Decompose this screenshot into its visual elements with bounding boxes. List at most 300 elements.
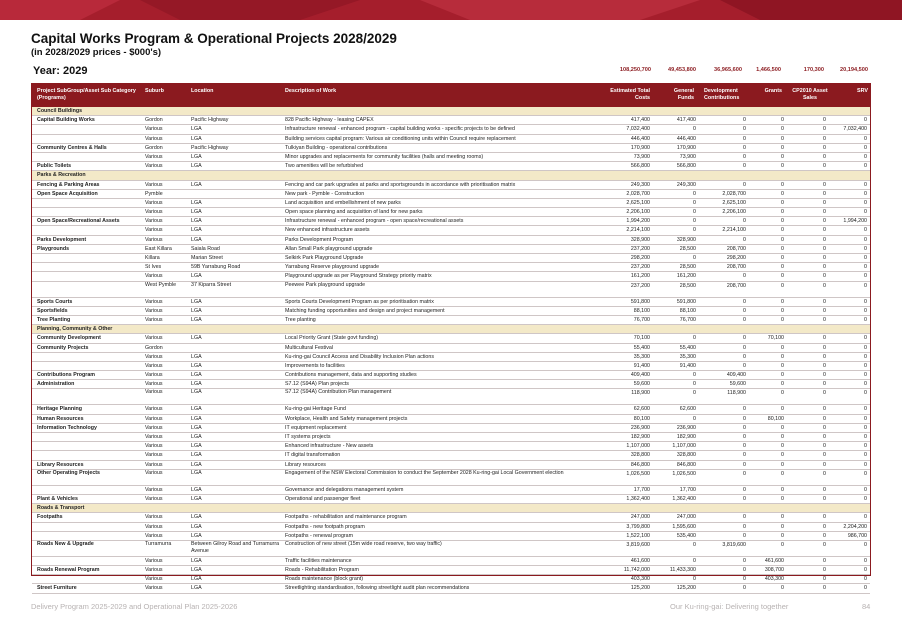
cell-subgroup: Contributions Program xyxy=(37,372,95,379)
cell-cp2010: 0 xyxy=(823,514,826,521)
cell-subgroup: Other Operating Projects xyxy=(37,469,100,476)
cell-cp2010: 0 xyxy=(823,227,826,234)
cell-grants: 0 xyxy=(781,443,784,450)
cell-estimated: 1,994,200 xyxy=(626,218,650,225)
cell-location: LGA xyxy=(191,443,202,450)
total-development-contributions: 36,965,600 xyxy=(714,67,742,73)
cell-development: 0 xyxy=(743,335,746,342)
cell-suburb: Various xyxy=(145,469,163,476)
cell-development: 0 xyxy=(743,153,746,160)
projects-table xyxy=(31,83,871,592)
cell-cp2010: 0 xyxy=(823,190,826,197)
cell-general-funds: 28,500 xyxy=(679,245,696,252)
cell-subgroup: Administration xyxy=(37,381,75,388)
cell-general-funds: 170,900 xyxy=(676,144,696,151)
cell-description: Ku-ring-gai Heritage Fund xyxy=(285,406,346,413)
cell-development: 0 xyxy=(743,298,746,305)
cell-general-funds: 17,700 xyxy=(679,486,696,493)
cell-cp2010: 0 xyxy=(823,362,826,369)
cell-general-funds: 28,500 xyxy=(679,282,696,289)
cell-grants: 0 xyxy=(781,495,784,502)
table-row xyxy=(32,181,870,190)
cell-cp2010: 0 xyxy=(823,452,826,459)
cell-grants: 0 xyxy=(781,523,784,530)
cell-development: 0 xyxy=(743,273,746,280)
cell-estimated: 70,100 xyxy=(633,335,650,342)
cell-grants: 0 xyxy=(781,199,784,206)
cell-cp2010: 0 xyxy=(823,557,826,564)
cell-srv: 0 xyxy=(864,434,867,440)
cell-location: LGA xyxy=(191,461,202,468)
cell-srv: 0 xyxy=(864,353,867,360)
table-row xyxy=(32,272,870,281)
cell-estimated: 59,600 xyxy=(633,381,650,388)
cell-development: 0 xyxy=(743,117,746,124)
cell-subgroup: Library Resources xyxy=(37,461,84,468)
table-row xyxy=(32,236,870,245)
cell-location: LGA xyxy=(191,209,202,216)
cell-general-funds: 161,200 xyxy=(676,273,696,280)
table-row xyxy=(32,245,870,254)
cell-suburb: Killara xyxy=(145,255,160,261)
cell-general-funds: 0 xyxy=(693,381,696,388)
cell-grants: 0 xyxy=(781,273,784,280)
cell-development: 298,200 xyxy=(726,255,746,261)
cell-subgroup: Human Resources xyxy=(37,415,84,422)
cell-cp2010: 0 xyxy=(823,245,826,252)
cell-grants: 0 xyxy=(781,298,784,305)
cell-development: 0 xyxy=(743,532,746,539)
cell-cp2010: 0 xyxy=(823,264,826,271)
cell-subgroup: Street Furniture xyxy=(37,585,77,592)
cell-general-funds: 28,500 xyxy=(679,264,696,271)
cell-estimated: 35,300 xyxy=(633,353,650,360)
cell-srv: 7,032,400 xyxy=(843,126,867,133)
cell-srv: 0 xyxy=(864,461,867,468)
cell-grants: 0 xyxy=(781,390,784,397)
cell-grants: 0 xyxy=(781,117,784,124)
cell-estimated: 2,028,700 xyxy=(626,190,650,197)
cell-description: Playground upgrade as per Playground Strategy priority matrix xyxy=(285,273,432,280)
col-header-development: Development Contributions xyxy=(704,88,740,101)
cell-description: Operational and passenger fleet xyxy=(285,495,361,502)
cell-suburb: Various xyxy=(145,532,163,539)
cell-description: Contributions management, data and supporting studies xyxy=(285,372,417,379)
cell-suburb: East Killara xyxy=(145,245,172,252)
cell-description: Engagement of the NSW Electoral Commission to conduct the September 2028 Ku-ring-gai Local Government election xyxy=(285,469,564,476)
table-row xyxy=(32,575,870,584)
cell-development: 208,700 xyxy=(726,264,746,271)
cell-srv: 0 xyxy=(864,209,867,216)
cell-location: Between Gilroy Road and Turramurra Avenue xyxy=(191,540,280,554)
cell-subgroup: Community Development xyxy=(37,335,101,342)
cell-general-funds: 0 xyxy=(693,255,696,261)
cell-general-funds: 417,400 xyxy=(676,117,696,124)
cell-location: LGA xyxy=(191,389,202,396)
cell-development: 2,206,100 xyxy=(722,209,746,216)
cell-subgroup: Public Toilets xyxy=(37,163,72,170)
col-header-estimated: Estimated Total Costs xyxy=(610,88,650,101)
cell-srv: 0 xyxy=(864,245,867,252)
cell-cp2010: 0 xyxy=(823,181,826,188)
cell-estimated: 298,200 xyxy=(630,255,650,261)
cell-cp2010: 0 xyxy=(823,316,826,323)
cell-grants: 0 xyxy=(781,236,784,243)
cell-development: 0 xyxy=(743,362,746,369)
cell-general-funds: 73,900 xyxy=(679,153,696,160)
cell-development: 0 xyxy=(743,307,746,314)
cell-location: LGA xyxy=(191,434,202,440)
table-row xyxy=(32,162,870,171)
cell-estimated: 62,600 xyxy=(633,406,650,413)
cell-development: 0 xyxy=(743,557,746,564)
cell-cp2010: 0 xyxy=(823,135,826,142)
footer-tagline: Our Ku-ring-gai: Delivering together xyxy=(670,602,789,611)
cell-location: LGA xyxy=(191,486,202,493)
cell-description: Fencing and car park upgrades at parks and sportsgrounds in accordance with prioritisation matrix xyxy=(285,181,516,188)
cell-description: Roads - Rehabilitation Program xyxy=(285,567,359,574)
total-srv: 20,194,500 xyxy=(840,67,868,73)
cell-suburb: West Pymble xyxy=(145,281,177,288)
cell-estimated: 247,000 xyxy=(630,514,650,521)
cell-grants: 0 xyxy=(781,452,784,459)
cell-suburb: Various xyxy=(145,576,163,583)
cell-srv: 0 xyxy=(864,443,867,450)
cell-estimated: 409,400 xyxy=(630,372,650,379)
cell-cp2010: 0 xyxy=(823,236,826,243)
cell-location: LGA xyxy=(191,218,202,225)
cell-location: LGA xyxy=(191,307,202,314)
cell-suburb: Various xyxy=(145,514,163,521)
cell-description: Footpaths - renewal program xyxy=(285,532,354,539)
cell-cp2010: 0 xyxy=(823,335,826,342)
cell-suburb: Gordon xyxy=(145,144,163,151)
cell-general-funds: 328,900 xyxy=(676,236,696,243)
cell-development: 0 xyxy=(743,353,746,360)
cell-location: LGA xyxy=(191,372,202,379)
cell-location: LGA xyxy=(191,495,202,502)
table-row xyxy=(32,470,870,486)
cell-suburb: Various xyxy=(145,585,163,592)
cell-general-funds: 0 xyxy=(693,218,696,225)
cell-grants: 403,300 xyxy=(764,576,784,583)
cell-estimated: 328,900 xyxy=(630,236,650,243)
cell-subgroup: Information Technology xyxy=(37,424,97,431)
cell-srv: 0 xyxy=(864,585,867,592)
cell-development: 2,625,100 xyxy=(722,199,746,206)
cell-description: Streetlighting standardisation, following streetlight audit plan recommendations xyxy=(285,585,470,592)
table-row xyxy=(32,144,870,153)
cell-location: LGA xyxy=(191,153,202,160)
cell-general-funds: 182,900 xyxy=(676,434,696,440)
cell-srv: 2,204,200 xyxy=(843,523,867,530)
footer-document-title: Delivery Program 2025-2029 and Operational Plan 2025-2026 xyxy=(31,602,238,611)
cell-srv: 0 xyxy=(864,227,867,234)
cell-subgroup: Open Space/Recreational Assets xyxy=(37,218,120,225)
cell-suburb: Various xyxy=(145,227,163,234)
table-row xyxy=(32,208,870,217)
cell-estimated: 11,742,000 xyxy=(623,567,650,574)
table-row xyxy=(32,389,870,405)
cell-development: 0 xyxy=(743,424,746,431)
cell-development: 0 xyxy=(743,236,746,243)
cell-development: 0 xyxy=(743,470,746,477)
cell-description: Infrastructure renewal - enhanced program - open space/recreational assets xyxy=(285,218,464,225)
cell-description: Yarrabung Reserve playground upgrade xyxy=(285,264,380,271)
cell-description: Selkirk Park Playground Upgrade xyxy=(285,255,364,261)
cell-suburb: Various xyxy=(145,362,163,369)
cell-grants: 0 xyxy=(781,353,784,360)
cell-srv: 0 xyxy=(864,264,867,271)
table-row xyxy=(32,461,870,470)
col-header-description: Description of Work xyxy=(285,88,337,94)
cell-srv: 0 xyxy=(864,362,867,369)
cell-location: LGA xyxy=(191,236,202,243)
cell-location: LGA xyxy=(191,135,202,142)
cell-estimated: 91,400 xyxy=(633,362,650,369)
cell-suburb: Various xyxy=(145,415,163,422)
cell-general-funds: 0 xyxy=(693,209,696,216)
cell-location: LGA xyxy=(191,523,202,530)
cell-location: Marian Street xyxy=(191,255,223,261)
cell-general-funds: 76,700 xyxy=(679,316,696,323)
cell-location: 59B Yarrabung Road xyxy=(191,264,241,271)
cell-general-funds: 1,362,400 xyxy=(672,495,696,502)
cell-srv: 0 xyxy=(864,335,867,342)
cell-cp2010: 0 xyxy=(823,144,826,151)
cell-location: LGA xyxy=(191,415,202,422)
col-header-subgroup: Project SubGroup/Asset Sub Category (Programs) xyxy=(37,88,136,101)
cell-estimated: 461,600 xyxy=(630,557,650,564)
cell-suburb: Various xyxy=(145,353,163,360)
cell-description: Open space planning and acquisition of land for new parks xyxy=(285,209,423,216)
cell-cp2010: 0 xyxy=(823,541,826,548)
cell-srv: 0 xyxy=(864,190,867,197)
cell-location: LGA xyxy=(191,353,202,360)
cell-estimated: 2,206,100 xyxy=(626,209,650,216)
cell-description: 828 Pacific Highway - leasing CAPEX xyxy=(285,117,374,124)
cell-development: 0 xyxy=(743,163,746,170)
cell-grants: 70,100 xyxy=(767,335,784,342)
cell-grants: 0 xyxy=(781,255,784,261)
cell-estimated: 417,400 xyxy=(630,117,650,124)
cell-suburb: St Ives xyxy=(145,264,162,271)
cell-description: Enhanced infrastructure - New assets xyxy=(285,443,374,450)
table-row xyxy=(32,226,870,235)
cell-srv: 0 xyxy=(864,273,867,280)
cell-srv: 0 xyxy=(864,541,867,548)
table-row xyxy=(32,424,870,433)
cell-development: 2,028,700 xyxy=(722,190,746,197)
cell-general-funds: 0 xyxy=(693,199,696,206)
cell-general-funds: 125,200 xyxy=(676,585,696,592)
cell-development: 0 xyxy=(743,514,746,521)
cell-srv: 0 xyxy=(864,117,867,124)
cell-development: 2,214,100 xyxy=(722,227,746,234)
table-row xyxy=(32,584,870,593)
cell-general-funds: 446,400 xyxy=(676,135,696,142)
cell-development: 0 xyxy=(743,135,746,142)
col-header-general-funds: General Funds xyxy=(673,88,694,101)
cell-srv: 0 xyxy=(864,514,867,521)
cell-development: 0 xyxy=(743,495,746,502)
cell-development: 0 xyxy=(743,486,746,493)
table-row xyxy=(32,541,870,557)
cell-description: Roads maintenance (block grant) xyxy=(285,576,364,583)
cell-description: Footpaths - new footpath program xyxy=(285,523,365,530)
cell-description: Tulkiyan Building - operational contributions xyxy=(285,144,388,151)
cell-suburb: Various xyxy=(145,523,163,530)
table-row xyxy=(32,153,870,162)
table-row xyxy=(32,415,870,424)
cell-general-funds: 91,400 xyxy=(679,362,696,369)
cell-cp2010: 0 xyxy=(823,415,826,422)
table-row xyxy=(32,353,870,362)
cell-srv: 0 xyxy=(864,163,867,170)
page-number: 84 xyxy=(862,602,871,611)
cell-grants: 0 xyxy=(781,406,784,413)
cell-subgroup: Parks Development xyxy=(37,236,87,243)
cell-location: LGA xyxy=(191,452,202,459)
cell-estimated: 3,799,800 xyxy=(626,523,650,530)
cell-subgroup: Fencing & Parking Areas xyxy=(37,181,100,188)
cell-location: 37 Kiparra Street xyxy=(191,281,232,288)
cell-suburb: Various xyxy=(145,557,163,564)
cell-grants: 0 xyxy=(781,486,784,493)
cell-general-funds: 55,400 xyxy=(679,344,696,351)
cell-subgroup: Community Projects xyxy=(37,344,89,351)
cell-cp2010: 0 xyxy=(823,307,826,314)
cell-estimated: 591,800 xyxy=(630,298,650,305)
cell-description: Workplace, Health and Safety management projects xyxy=(285,415,408,422)
cell-description: Parks Development Program xyxy=(285,236,354,243)
cell-development: 0 xyxy=(743,344,746,351)
cell-development: 0 xyxy=(743,452,746,459)
cell-general-funds: 62,600 xyxy=(679,406,696,413)
cell-description: Land acquisition and embellishment of new parks xyxy=(285,199,401,206)
cell-general-funds: 0 xyxy=(693,415,696,422)
cell-general-funds: 0 xyxy=(693,576,696,583)
cell-cp2010: 0 xyxy=(823,199,826,206)
cell-estimated: 237,200 xyxy=(630,264,650,271)
cell-grants: 0 xyxy=(781,541,784,548)
cell-suburb: Gordon xyxy=(145,344,163,351)
col-header-location: Location xyxy=(191,88,214,94)
table-row xyxy=(32,442,870,451)
page-title: Capital Works Program & Operational Projects 2028/2029 xyxy=(31,31,397,46)
table-row xyxy=(32,523,870,532)
cell-subgroup: Community Centres & Halls xyxy=(37,144,107,151)
cell-estimated: 118,900 xyxy=(631,390,650,397)
cell-srv: 0 xyxy=(864,181,867,188)
cell-development: 0 xyxy=(743,567,746,574)
cell-development: 0 xyxy=(743,144,746,151)
cell-description: S7.12 (S94A) Plan projects xyxy=(285,381,349,388)
cell-description: Governance and delegations management system xyxy=(285,486,404,493)
cell-srv: 0 xyxy=(864,470,867,477)
cell-location: LGA xyxy=(191,273,202,280)
section-title: Parks & Recreation xyxy=(37,172,86,179)
cell-location: LGA xyxy=(191,424,202,431)
cell-grants: 0 xyxy=(781,585,784,592)
table-row xyxy=(32,513,870,522)
cell-suburb: Various xyxy=(145,381,163,388)
cell-description: Matching funding opportunities and design and project management xyxy=(285,307,445,314)
cell-grants: 0 xyxy=(781,282,784,289)
cell-location: LGA xyxy=(191,406,202,413)
cell-estimated: 88,100 xyxy=(633,307,650,314)
cell-cp2010: 0 xyxy=(823,567,826,574)
cell-description: Sports Courts Development Program as per prioritisation matrix xyxy=(285,298,434,305)
cell-srv: 1,994,200 xyxy=(843,218,867,225)
cell-general-funds: 0 xyxy=(693,126,696,133)
cell-estimated: 1,107,000 xyxy=(626,443,650,450)
cell-grants: 0 xyxy=(781,153,784,160)
cell-development: 0 xyxy=(743,181,746,188)
cell-cp2010: 0 xyxy=(823,470,826,477)
cell-estimated: 7,032,400 xyxy=(626,126,650,133)
cell-description: New park - Pymble - Construction xyxy=(285,190,365,197)
cell-estimated: 237,200 xyxy=(630,282,650,289)
cell-development: 0 xyxy=(743,316,746,323)
cell-subgroup: Roads New & Upgrade xyxy=(37,540,94,547)
total-grants: 1,466,500 xyxy=(756,67,781,73)
cell-location: LGA xyxy=(191,335,202,342)
section-row xyxy=(32,325,870,334)
cell-grants: 0 xyxy=(781,461,784,468)
cell-estimated: 125,200 xyxy=(630,585,650,592)
total-general-funds: 49,453,800 xyxy=(668,67,696,73)
section-title: Council Buildings xyxy=(37,108,83,114)
cell-location: Pacific Highway xyxy=(191,117,229,124)
table-row xyxy=(32,217,870,226)
cell-location: LGA xyxy=(191,576,202,583)
cell-development: 0 xyxy=(743,406,746,413)
cell-grants: 0 xyxy=(781,514,784,521)
cell-estimated: 17,700 xyxy=(633,486,650,493)
table-row xyxy=(32,135,870,144)
cell-srv: 0 xyxy=(864,557,867,564)
cell-grants: 0 xyxy=(781,470,784,477)
cell-general-funds: 249,300 xyxy=(676,181,696,188)
cell-subgroup: Open Space Acquisition xyxy=(37,190,98,197)
cell-suburb: Various xyxy=(145,181,163,188)
cell-cp2010: 0 xyxy=(823,443,826,450)
col-header-srv: SRV xyxy=(857,88,868,94)
cell-description: Library resources xyxy=(285,461,326,468)
cell-estimated: 236,900 xyxy=(630,424,650,431)
cell-suburb: Various xyxy=(145,461,163,468)
cell-suburb: Various xyxy=(145,443,163,450)
cell-grants: 0 xyxy=(781,209,784,216)
cell-srv: 0 xyxy=(864,153,867,160)
cell-location: Saiala Road xyxy=(191,245,220,252)
cell-general-funds: 0 xyxy=(693,372,696,379)
cell-grants: 0 xyxy=(781,381,784,388)
cell-location: LGA xyxy=(191,227,202,234)
cell-estimated: 80,100 xyxy=(633,415,650,422)
cell-grants: 0 xyxy=(781,126,784,133)
cell-grants: 0 xyxy=(781,264,784,271)
cell-estimated: 76,700 xyxy=(633,316,650,323)
cell-srv: 0 xyxy=(864,316,867,323)
cell-development: 0 xyxy=(743,126,746,133)
col-header-grants: Grants xyxy=(764,88,782,94)
cell-cp2010: 0 xyxy=(823,523,826,530)
cell-general-funds: 1,026,500 xyxy=(672,470,696,477)
table-row xyxy=(32,254,870,263)
cell-srv: 0 xyxy=(864,495,867,502)
